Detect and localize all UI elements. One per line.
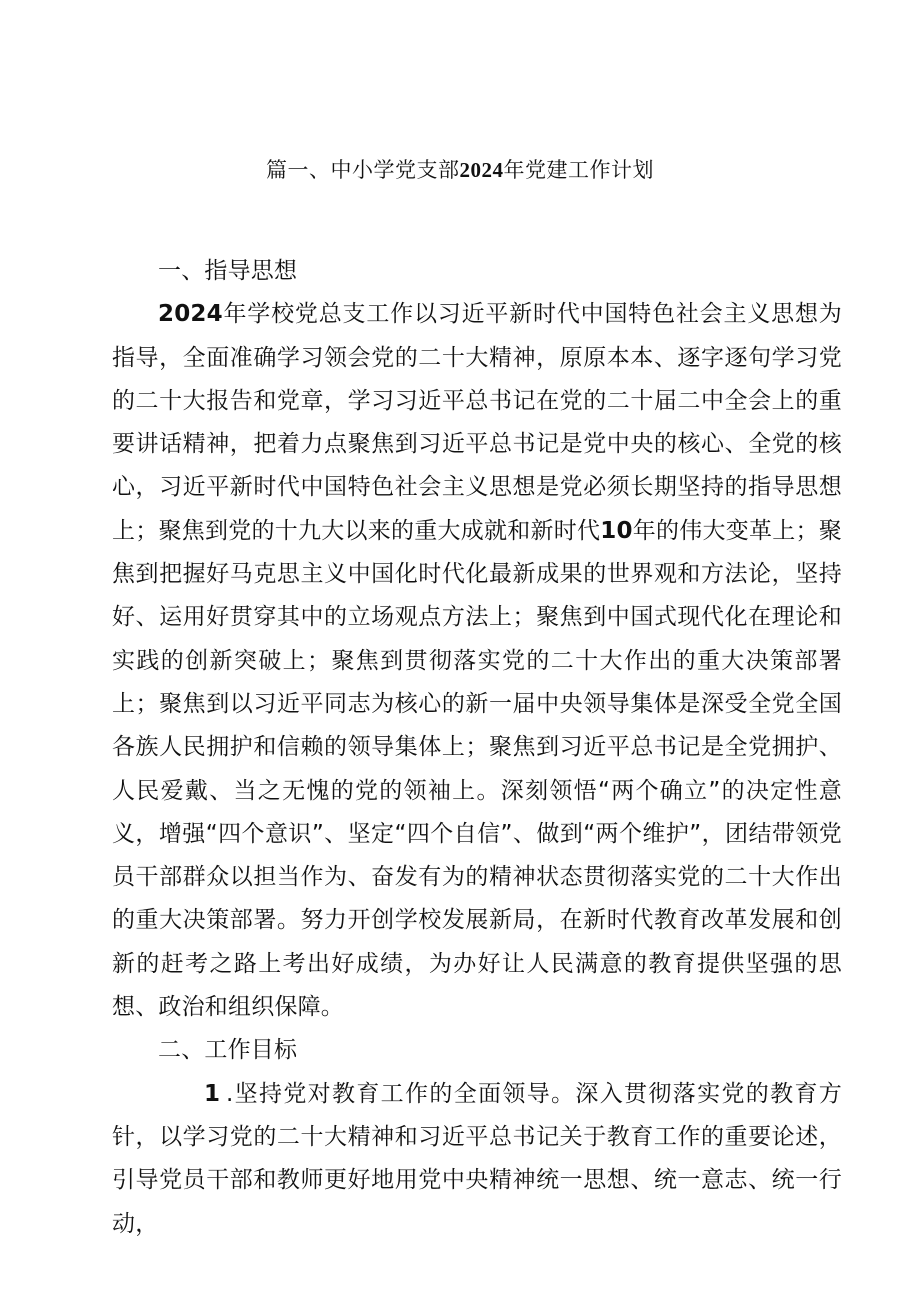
paragraph-guiding-ideology	[112, 293, 842, 1029]
paragraph-text-part1: 年学校党总支工作以习近平新时代中国特色社会主义思想为指导，全面准确学习领会党的二十大精神，原原本本、逐字逐句学习党的二十大报告和党章，学习习近平总书记在党的二十届二中全会上的重要讲话精神，把着力点聚焦到习近平总书记是党中央的核心、全党的核心，习近平新时代中国特色社会主义思想是党必须长期坚持的指导思想上；聚焦到党的十九大以来的重大成就和新时代	[112, 301, 842, 544]
paragraph-goal-1	[112, 1073, 842, 1246]
goal-item-text: .坚持党对教育工作的全面领导。深入贯彻落实党的教育方针，以学习党的二十大精神和习近平总书记关于教育工作的重要论述，引导党员干部和教师更好地用党中央精神统一思想、统一意志、统一行动，	[112, 1080, 842, 1237]
goal-item-number: 1	[204, 1080, 221, 1107]
title-suffix: 年党建工作计划	[503, 158, 654, 182]
document-body	[112, 250, 842, 1246]
title-prefix: 篇一、中小学党支部	[266, 158, 460, 182]
section-heading-work-goals: 二、工作目标	[158, 1037, 298, 1064]
title-year: 2024	[459, 158, 504, 182]
document-title	[0, 154, 920, 186]
paragraph-text-part2: 年的伟大变革上；聚焦到把握好马克思主义中国化时代化最新成果的世界观和方法论，坚持好、运用好贯穿其中的立场观点方法上；聚焦到中国式现代化在理论和实践的创新突破上；聚焦到贯彻落实党的二十大作出的重大决策部署上；聚焦到以习近平同志为核心的新一届中央领导集体是深受全党全国各族人民拥护和信赖的领导集体上；聚焦到习近平总书记是全党拥护、人民爱戴、当之无愧的党的领袖上。深刻领悟“两个确立”的决定性意义，增强“四个意识”、坚定“四个自信”、做到“两个维护”，团结带领党员干部群众以担当作为、奋发有为的精神状态贯彻落实党的二十大作出的重大决策部署。努力开创学校发展新局，在新时代教育改革发展和创新的赶考之路上考出好成绩，为办好让人民满意的教育提供坚强的思想、政治和组织保障。	[112, 517, 842, 1021]
section-heading-guiding-ideology: 一、指导思想	[158, 258, 298, 284]
paragraph-ten: 10	[600, 517, 633, 544]
paragraph-year: 2024	[158, 301, 223, 328]
